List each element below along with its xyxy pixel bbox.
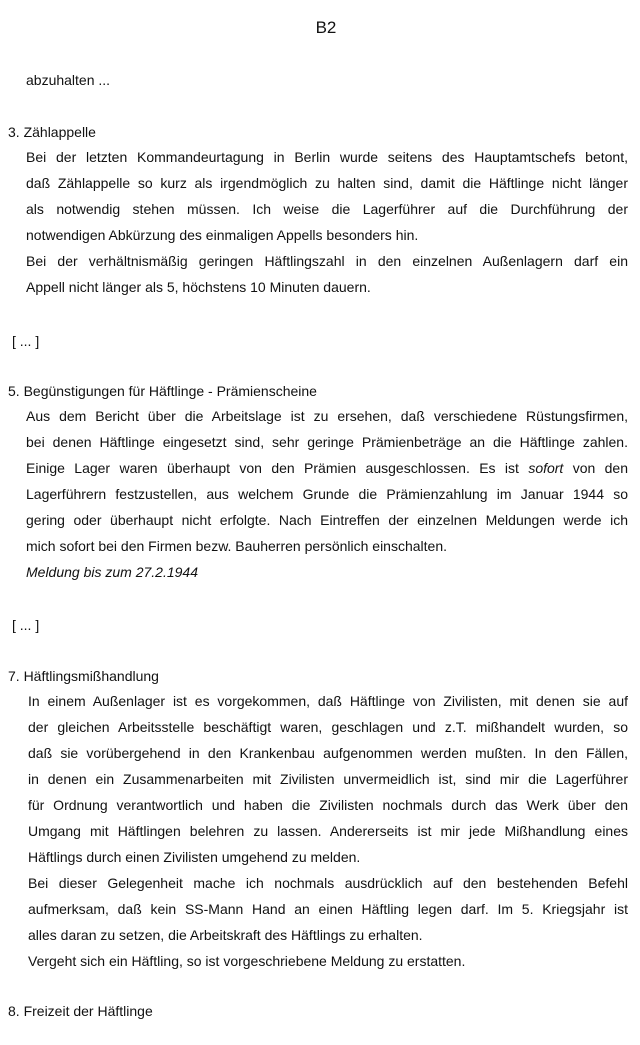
section-5-line: gering oder überhaupt nicht erfolgte. Nach Eintreffen der einzelnen Meldungen werde ich: [26, 512, 628, 528]
section-7-line: Umgang mit Häftlingen belehren zu lassen. Andererseits ist mir jede Mißhandlung eines: [28, 823, 628, 839]
section-7-line: Häftlings durch einen Zivilisten umgehend zu melden.: [28, 849, 361, 865]
section-5-body: [8, 403, 628, 585]
deadline-note: Meldung bis zum 27.2.1944: [26, 564, 198, 580]
section-7-line: der gleichen Arbeitsstelle beschäftigt waren, geschlagen und z.T. mißhandelt wurden, so: [28, 719, 628, 735]
section-7-line: Bei dieser Gelegenheit mache ich nochmals ausdrücklich auf den bestehenden Befehl: [28, 875, 628, 891]
section-5-line: bei denen Häftlinge eingesetzt sind, sehr geringe Prämienbeträge an die Häftlinge zahlen.: [26, 434, 628, 450]
section-3: [8, 122, 628, 300]
section-3-line: daß Zählappelle so kurz als irgendmöglich zu halten sind, damit die Häftlinge nicht länger: [26, 175, 628, 191]
section-5-line: mich sofort bei den Firmen bezw. Bauherren persönlich einschalten.: [26, 538, 447, 554]
section-7-line: für Ordnung verantwortlich und haben die Zivilisten nochmals durch das Werk über den: [28, 797, 628, 813]
section-7: [8, 666, 628, 974]
omission-marker: [ ... ]: [12, 333, 40, 349]
section-5-line: Lagerführern festzustellen, aus welchem Grunde die Prämienzahlung im Januar 1944 so: [26, 486, 628, 502]
section-3-line: Appell nicht länger als 5, höchstens 10 Minuten dauern.: [26, 279, 371, 295]
section-5-line: Aus dem Bericht über die Arbeitslage ist zu ersehen, daß verschiedene Rüstungsfirmen,: [26, 408, 628, 424]
section-7-line: in denen ein Zusammenarbeiten mit Zivilisten unvermeidlich ist, sind mir die Lagerführer: [28, 771, 628, 787]
section-8-heading: 8. Freizeit der Häftlinge: [8, 1003, 153, 1019]
section-5-line-mixed: [26, 455, 628, 481]
section-5-heading: 5. Begünstigungen für Häftlinge - Prämienscheine: [8, 383, 317, 399]
section-5: [8, 381, 628, 585]
section-7-line: Vergeht sich ein Häftling, so ist vorgeschriebene Meldung zu erstatten.: [28, 953, 466, 969]
intro-fragment: abzuhalten ...: [26, 72, 111, 88]
section-3-line: Bei der letzten Kommandeurtagung in Berlin wurde seitens des Hauptamtschefs betont,: [26, 149, 628, 165]
text-run: Einige Lager waren überhaupt von den Prämien ausgeschlossen. Es ist: [26, 460, 519, 476]
section-3-line: Bei der verhältnismäßig geringen Häftlingszahl in den einzelnen Außenlagern darf ein: [26, 253, 628, 269]
omission-marker: [ ... ]: [12, 617, 40, 633]
text-run: von den: [572, 460, 628, 476]
section-7-line: aufmerksam, daß kein SS-Mann Hand an einen Häftling legen darf. Im 5. Kriegsjahr ist: [28, 901, 628, 917]
section-7-line: alles daran zu setzen, die Arbeitskraft des Häftlings zu erhalten.: [28, 927, 423, 943]
section-3-line: als notwendig stehen müssen. Ich weise die Lagerführer auf die Durchführung der: [26, 201, 628, 217]
section-7-heading: 7. Häftlingsmißhandlung: [8, 668, 159, 684]
section-7-line: daß sie vorübergehend in den Krankenbau aufgenommen werden mußten. In den Fällen,: [28, 745, 628, 761]
section-7-line: In einem Außenlager ist es vorgekommen, daß Häftlinge von Zivilisten, mit denen sie auf: [28, 693, 628, 709]
emphasis-sofort: sofort: [528, 460, 564, 476]
page-number: B2: [315, 18, 337, 37]
section-3-line: notwendigen Abkürzung des einmaligen Appells besonders hin.: [26, 227, 419, 243]
section-3-heading: 3. Zählappelle: [8, 124, 96, 140]
section-3-body: [8, 144, 628, 300]
section-7-body: [8, 688, 628, 974]
